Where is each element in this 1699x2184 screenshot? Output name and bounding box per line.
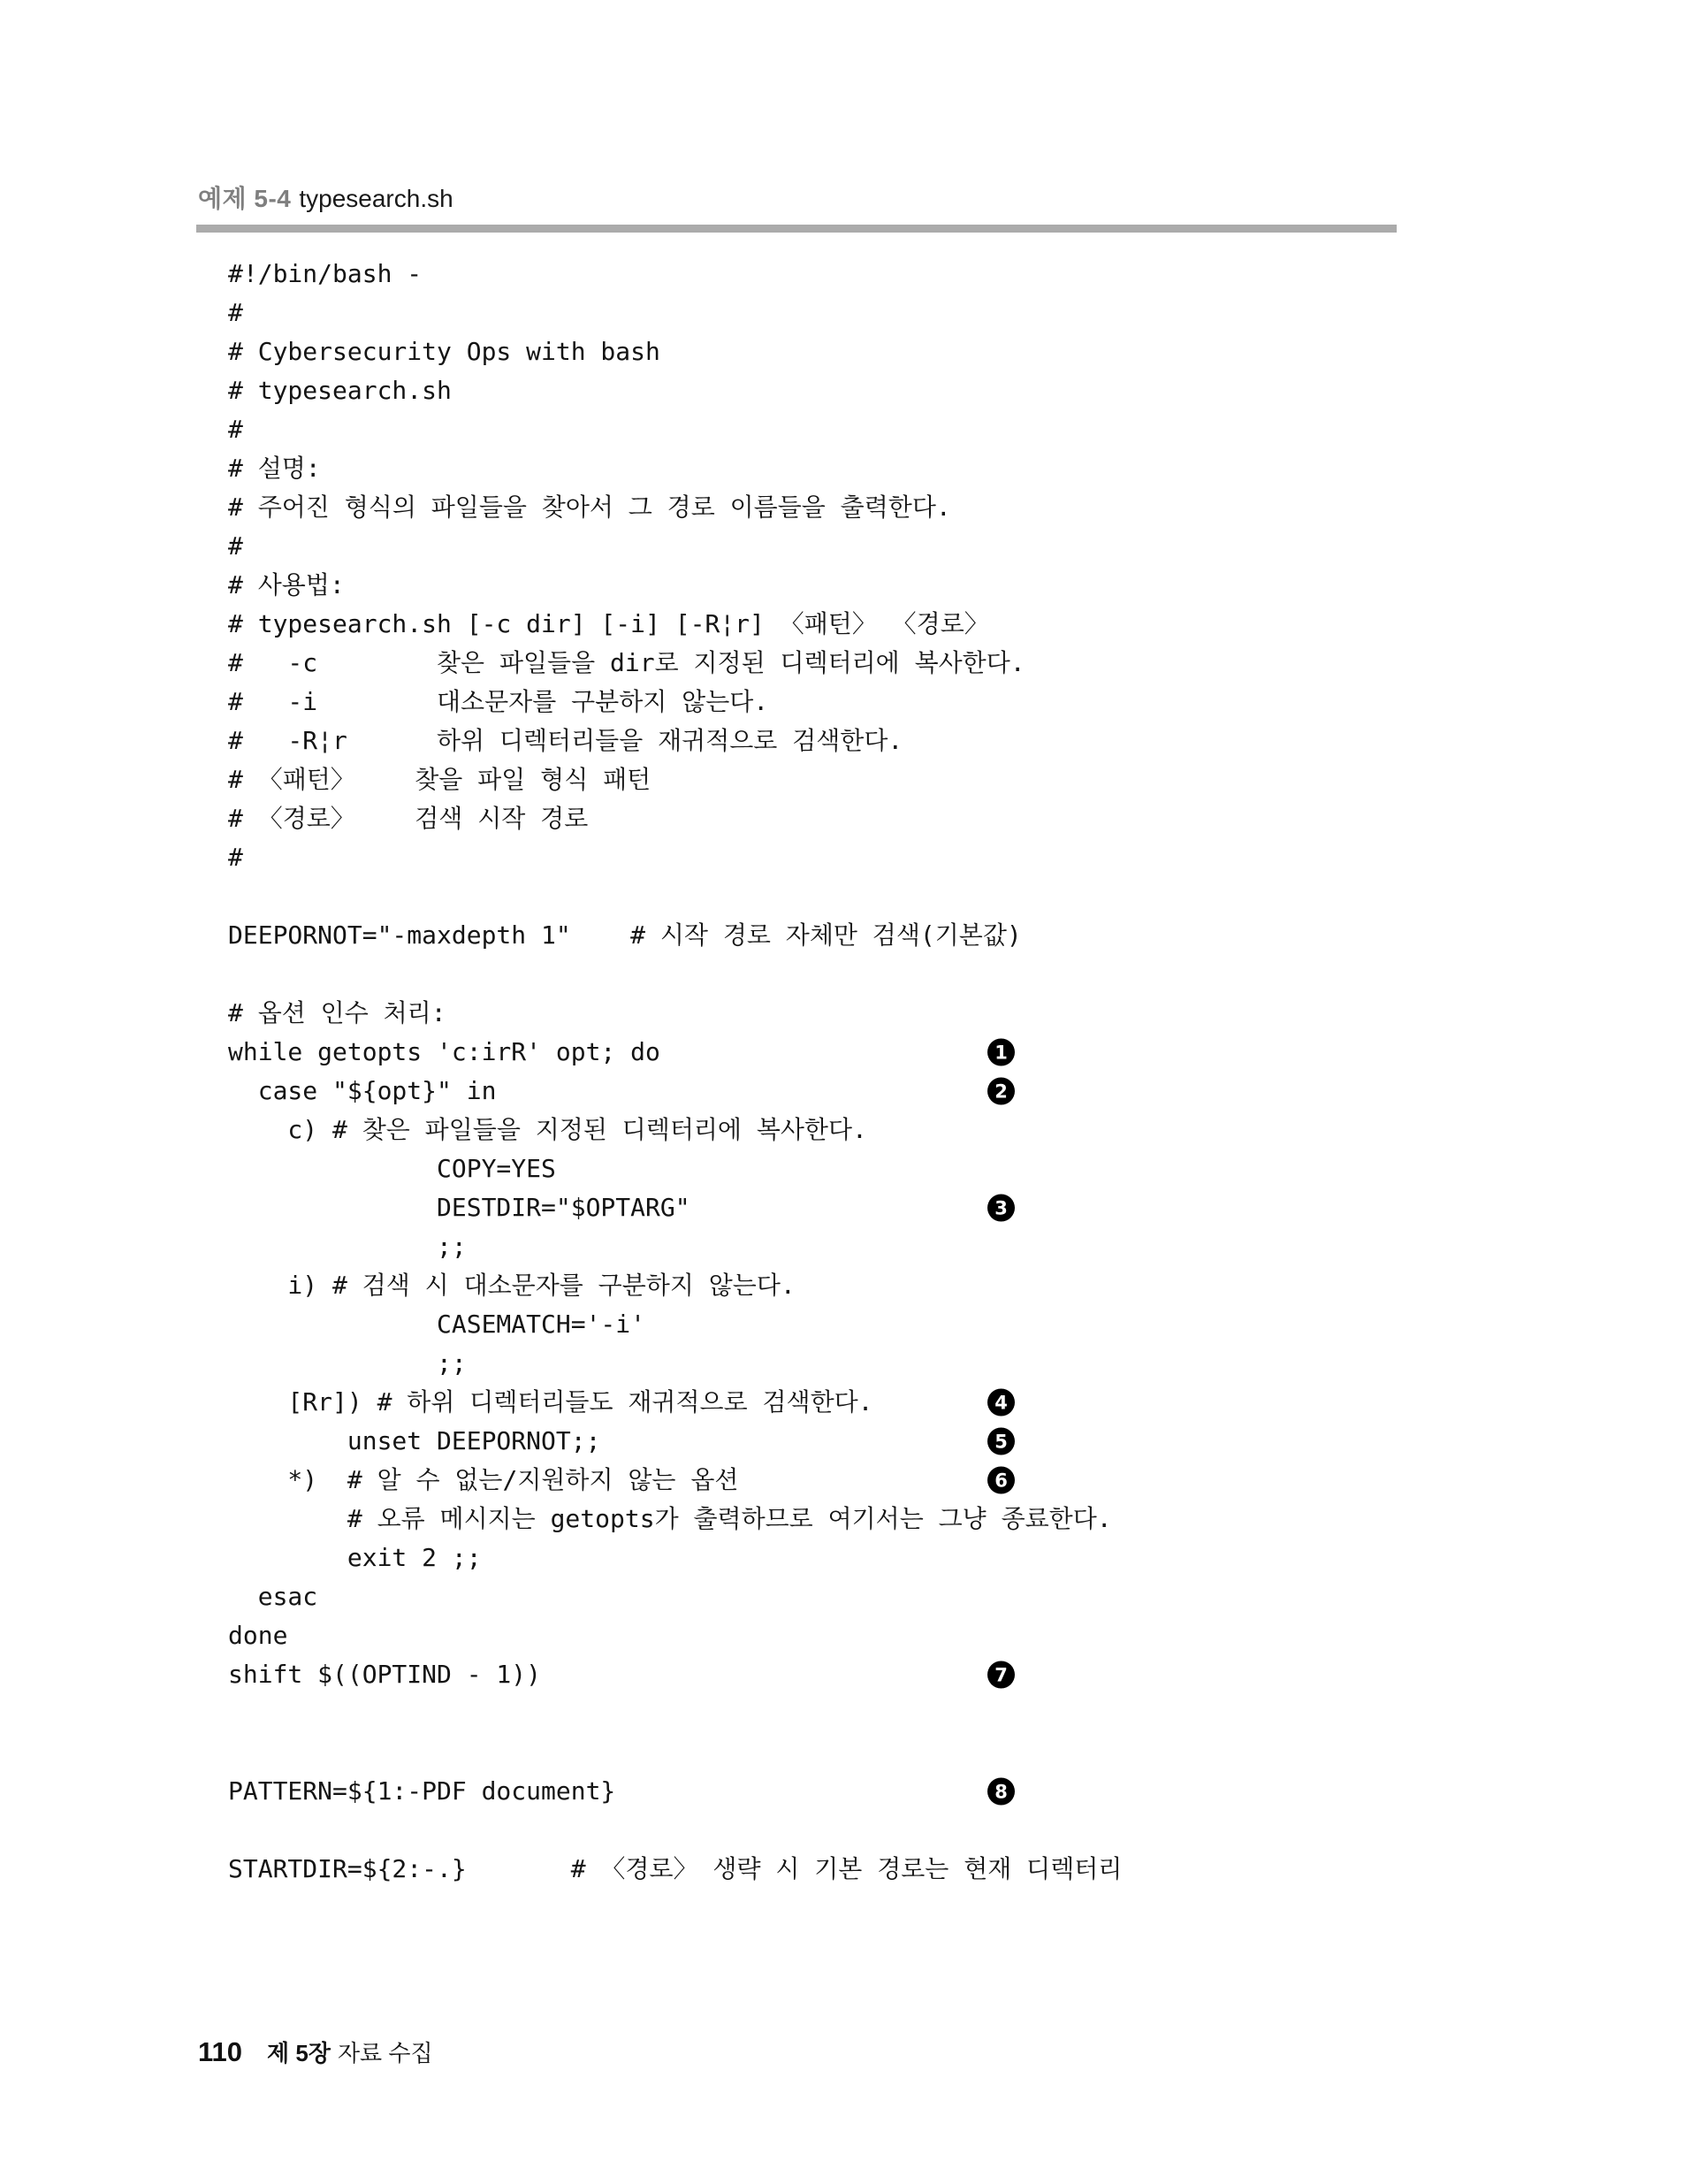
- footer-chapter-label: 제 5장: [267, 2040, 331, 2066]
- code-line: [228, 1616, 1554, 1655]
- footer-chapter-title: 자료 수집: [337, 2040, 433, 2066]
- code-line-text: # typesearch.sh: [228, 376, 452, 405]
- code-line-text: # 사용법:: [228, 570, 345, 599]
- code-line-text: # -i 대소문자를 구분하지 않는다.: [228, 687, 769, 716]
- code-line: [228, 955, 1554, 994]
- code-line: [228, 332, 1554, 371]
- code-line-text: shift $((OPTIND - 1)): [228, 1660, 542, 1689]
- code-line: [228, 1305, 1554, 1344]
- code-line: [228, 255, 1554, 294]
- code-line-text: # Cybersecurity Ops with bash: [228, 337, 660, 366]
- code-line: [228, 722, 1554, 760]
- code-line: [228, 799, 1554, 838]
- code-line-text: DESTDIR="$OPTARG": [228, 1193, 690, 1222]
- callout-badge-2: 2: [987, 1078, 1015, 1105]
- code-line-text: # 〈경로〉 검색 시작 경로: [228, 804, 589, 833]
- code-line: [228, 294, 1554, 332]
- code-listing: [228, 255, 1554, 1889]
- code-line: [228, 838, 1554, 877]
- code-line: [228, 566, 1554, 605]
- code-line: [228, 877, 1554, 916]
- callout-badge-6: 6: [987, 1467, 1015, 1494]
- code-line: [228, 1111, 1554, 1149]
- code-line: [228, 760, 1554, 799]
- code-line: [228, 994, 1554, 1033]
- code-line: [228, 527, 1554, 566]
- code-line-text: #: [228, 415, 243, 444]
- code-line: [228, 449, 1554, 488]
- divider-rule: [196, 225, 1397, 233]
- callout-badge-4: 4: [987, 1389, 1015, 1417]
- code-line-text: # 설명:: [228, 454, 321, 483]
- code-line: [228, 410, 1554, 449]
- code-line-text: exit 2 ;;: [228, 1543, 482, 1572]
- code-line: [228, 1850, 1554, 1889]
- code-line: [228, 1500, 1554, 1539]
- code-line-text: STARTDIR=${2:-.} # 〈경로〉 생략 시 기본 경로는 현재 디렉터리: [228, 1854, 1123, 1883]
- code-line: [228, 1033, 1554, 1072]
- code-line-text: # 옵션 인수 처리:: [228, 998, 446, 1027]
- code-line-text: [Rr]) # 하위 디렉터리들도 재귀적으로 검색한다.: [228, 1387, 873, 1417]
- code-line-text: #: [228, 298, 243, 327]
- callout-badge-5: 5: [987, 1428, 1015, 1455]
- callout-badge-7: 7: [987, 1661, 1015, 1689]
- code-line: [228, 1344, 1554, 1383]
- code-line-text: i) # 검색 시 대소문자를 구분하지 않는다.: [228, 1271, 796, 1300]
- code-line-text: esac: [228, 1582, 318, 1611]
- code-line: [228, 488, 1554, 527]
- code-line-text: c) # 찾은 파일들을 지정된 디렉터리에 복사한다.: [228, 1115, 867, 1144]
- code-line: [228, 1539, 1554, 1577]
- code-line-text: DEEPORNOT="-maxdepth 1" # 시작 경로 자체만 검색(기본값): [228, 920, 1022, 950]
- page-footer: [198, 2035, 433, 2068]
- code-line: [228, 1694, 1554, 1733]
- code-line-text: # 주어진 형식의 파일들을 찾아서 그 경로 이름들을 출력한다.: [228, 493, 951, 522]
- code-line: [228, 1422, 1554, 1461]
- code-line-text: #!/bin/bash -: [228, 259, 423, 288]
- code-line: [228, 683, 1554, 722]
- code-line: [228, 916, 1554, 955]
- callout-badge-3: 3: [987, 1195, 1015, 1222]
- code-line-text: ;;: [228, 1232, 467, 1261]
- code-line: [228, 1461, 1554, 1500]
- code-line: [228, 644, 1554, 683]
- code-line: [228, 1149, 1554, 1188]
- code-line: [228, 1383, 1554, 1422]
- code-line-text: # -c 찾은 파일들을 dir로 지정된 디렉터리에 복사한다.: [228, 648, 1025, 677]
- code-line-text: CASEMATCH='-i': [228, 1310, 646, 1339]
- code-line: [228, 1577, 1554, 1616]
- code-line: [228, 605, 1554, 644]
- code-line: [228, 371, 1554, 410]
- code-line-text: ;;: [228, 1348, 467, 1378]
- code-line: [228, 1772, 1554, 1811]
- footer-page-number: 110: [198, 2036, 243, 2067]
- code-line-text: unset DEEPORNOT;;: [228, 1426, 601, 1455]
- code-line-text: # 오류 메시지는 getopts가 출력하므로 여기서는 그냥 종료한다.: [228, 1504, 1112, 1533]
- code-line: [228, 1072, 1554, 1111]
- code-line: [228, 1266, 1554, 1305]
- listing-label: 예제 5-4: [198, 185, 292, 212]
- code-line: [228, 1188, 1554, 1227]
- code-line-text: PATTERN=${1:-PDF document}: [228, 1776, 616, 1806]
- code-line-text: COPY=YES: [228, 1154, 556, 1183]
- code-line-text: while getopts 'c:irR' opt; do: [228, 1037, 660, 1066]
- code-line-text: case "${opt}" in: [228, 1076, 497, 1105]
- code-line-text: done: [228, 1621, 288, 1650]
- code-line-text: *) # 알 수 없는/지원하지 않는 옵션: [228, 1465, 739, 1494]
- callout-badge-8: 8: [987, 1778, 1015, 1806]
- code-line: [228, 1733, 1554, 1772]
- code-line: [228, 1227, 1554, 1266]
- code-line-text: # -R¦r 하위 디렉터리들을 재귀적으로 검색한다.: [228, 726, 903, 755]
- code-line-text: # typesearch.sh [-c dir] [-i] [-R¦r] 〈패턴〉 〈경로〉: [228, 609, 989, 638]
- code-line: [228, 1655, 1554, 1694]
- callout-badge-1: 1: [987, 1039, 1015, 1066]
- code-line-text: #: [228, 843, 243, 872]
- listing-filename: typesearch.sh: [299, 185, 453, 212]
- code-line: [228, 1811, 1554, 1850]
- listing-header: [198, 179, 453, 215]
- code-line-text: # 〈패턴〉 찾을 파일 형식 패턴: [228, 765, 651, 794]
- code-line-text: #: [228, 531, 243, 561]
